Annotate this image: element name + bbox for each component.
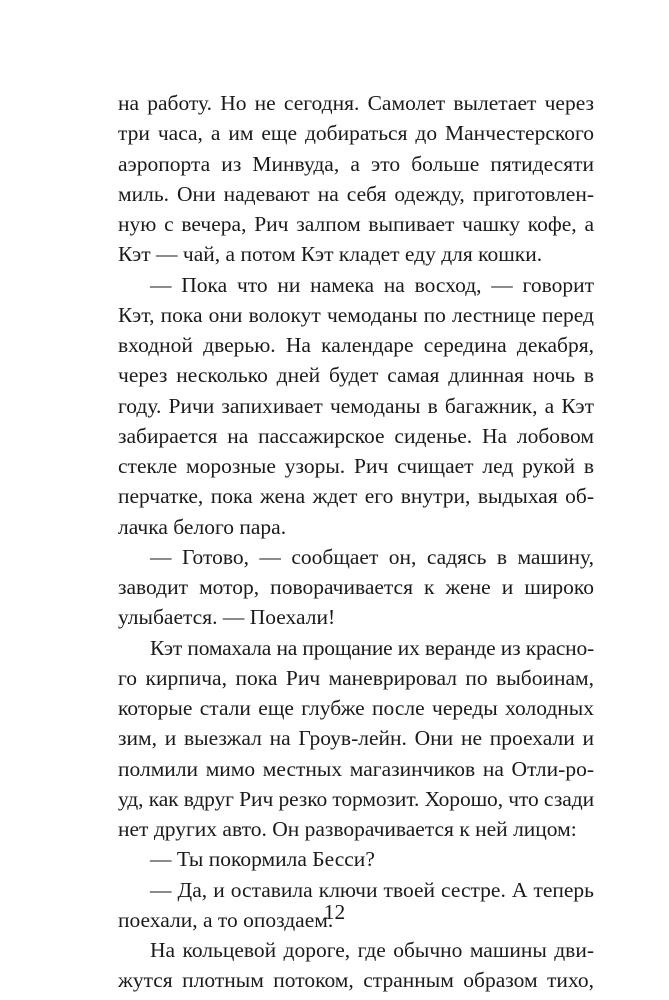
text-line: Кэт, пока они волокут чемоданы по лестнице перед bbox=[118, 302, 594, 327]
text-line: зим, и выезжал на Гроув-лейн. Они не проехали и bbox=[118, 726, 594, 751]
text-line: нет других авто. Он разворачивается к ней лицом: bbox=[118, 817, 577, 841]
text-line: — Да, и оставила ключи твоей сестре. А теперь bbox=[150, 877, 594, 902]
text-line: забирается на пассажирское сиденье. На лобовом bbox=[118, 423, 594, 448]
text-line: На кольцевой дороге, где обычно машины дви- bbox=[150, 938, 594, 962]
text-line: три часа, а им еще добираться до Манчестерского bbox=[118, 121, 594, 146]
text-line: на работу. Но не сегодня. Самолет вылетает через bbox=[118, 91, 594, 115]
text-line: входной дверью. На календаре середина декабря, bbox=[118, 333, 594, 357]
text-line: — Ты покормила Бесси? bbox=[150, 847, 375, 872]
text-line: заводит мотор, поворачивается к жене и широко bbox=[118, 575, 594, 599]
text-line: ную с вечера, Рич залпом выпивает чашку кофе, а bbox=[118, 212, 594, 236]
body-text bbox=[118, 88, 594, 996]
text-line: полмили мимо местных магазинчиков на Отли-ро- bbox=[118, 756, 594, 781]
text-line: лачка белого пара. bbox=[118, 514, 287, 539]
text-line: перчатке, пока жена ждет его внутри, выдыхая об- bbox=[118, 484, 594, 509]
text-line: — Пока что ни намека на восход, — говорит bbox=[150, 272, 594, 297]
text-line: Кэт — чай, а потом Кэт кладет еду для кошки. bbox=[118, 242, 543, 267]
text-line: через несколько дней будет самая длинная ночь в bbox=[118, 363, 594, 388]
text-line: аэропорта из Минвуда, а это больше пятидесяти bbox=[118, 151, 594, 176]
text-line: жутся плотным потоком, странным образом тихо, bbox=[118, 968, 594, 993]
text-line: Кэт помахала на прощание их веранде из красно- bbox=[150, 635, 594, 660]
text-line: поехали, а то опоздаем. bbox=[118, 907, 334, 932]
page-number: 12 bbox=[323, 900, 346, 924]
text-line: го кирпича, пока Рич маневрировал по выбоинам, bbox=[118, 665, 594, 690]
text-line: миль. Они надевают на себя одежду, приготовлен- bbox=[118, 181, 594, 206]
text-line: стекле морозные узоры. Рич счищает лед рукой в bbox=[118, 454, 594, 478]
text-line: — Готово, — сообщает он, садясь в машину, bbox=[150, 544, 594, 569]
text-line: году. Ричи запихивает чемоданы в багажник, а Кэт bbox=[118, 393, 594, 418]
text-line: улыбается. — Поехали! bbox=[118, 605, 336, 630]
text-line: уд, как вдруг Рич резко тормозит. Хорошо, что сзади bbox=[118, 786, 594, 811]
text-line: которые стали еще глубже после череды холодных bbox=[118, 696, 594, 720]
